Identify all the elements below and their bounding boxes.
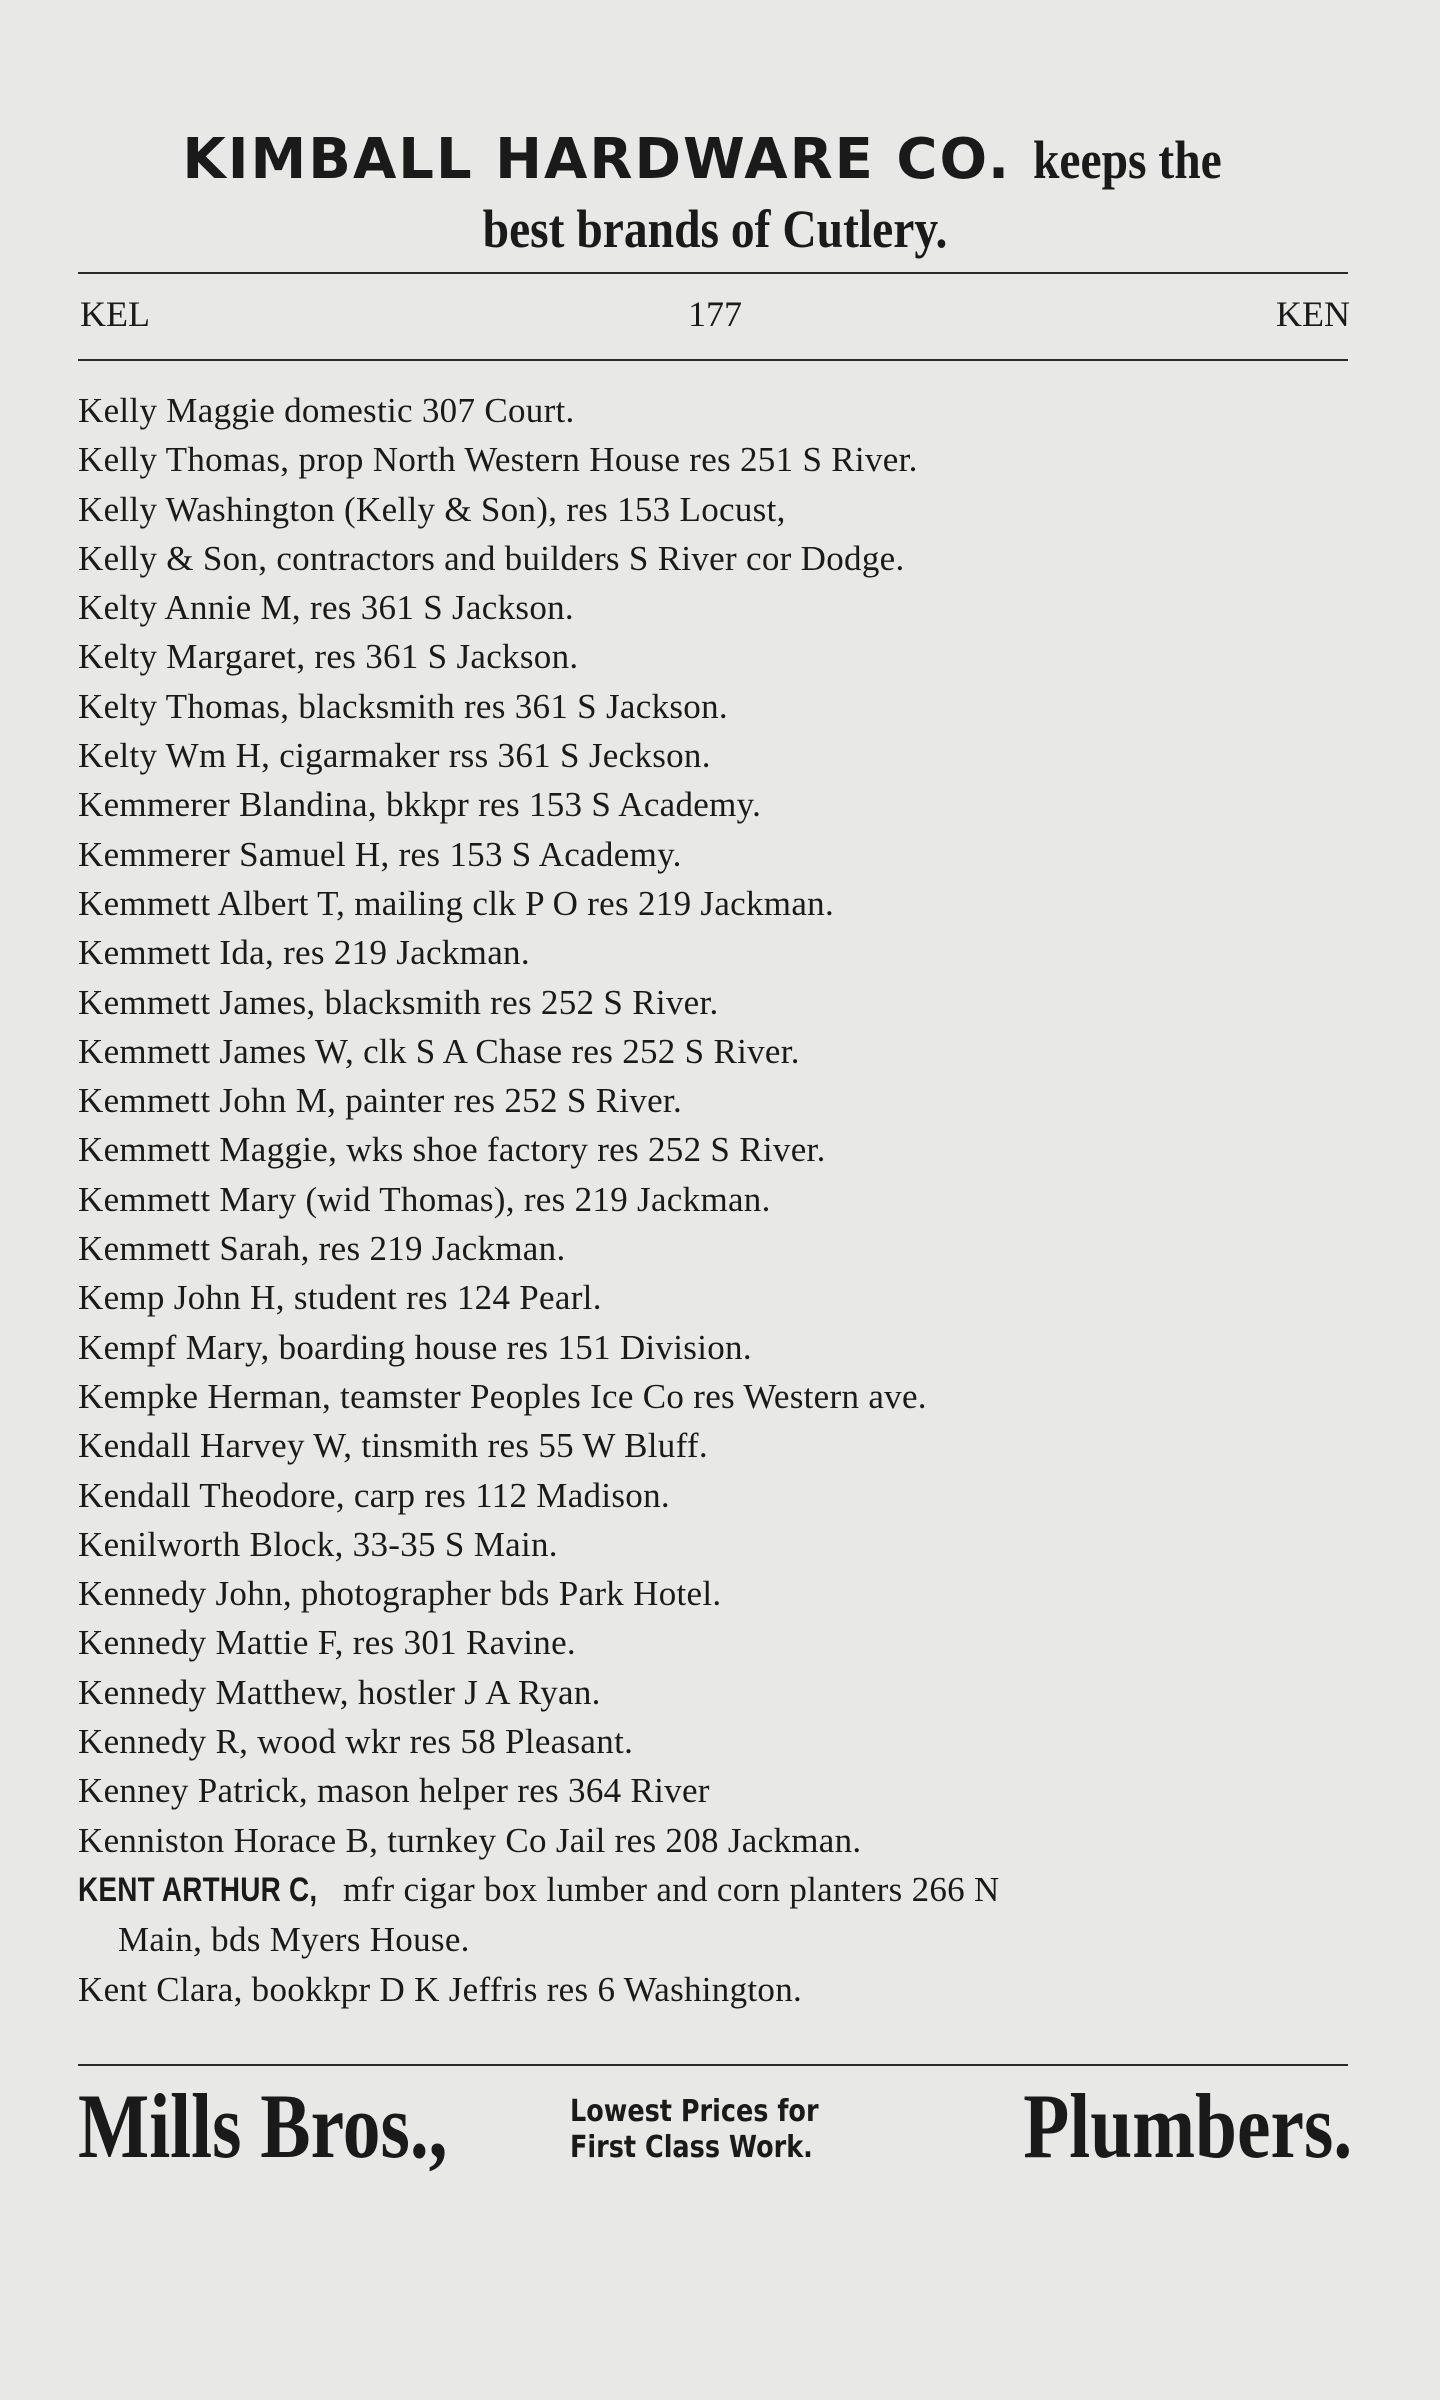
directory-entry: Kemmett Mary (wid Thomas), res 219 Jackman.: [78, 1179, 771, 1219]
directory-entry: Kelty Margaret, res 361 S Jackson.: [78, 637, 579, 677]
directory-entry: Kemmett Maggie, wks shoe factory res 252 S River.: [78, 1130, 826, 1170]
directory-entry: Kemmerer Blandina, bkkpr res 153 S Academy.: [78, 785, 762, 825]
directory-entry: Kelly Thomas, prop North Western House res 251 S River.: [78, 440, 918, 480]
directory-entry: Kelly Washington (Kelly & Son), res 153 Locust,: [78, 489, 786, 529]
top-ad-slogan-part2: best brands of Cutlery.: [482, 199, 948, 260]
kimball-hardware-brand: KIMBALL HARDWARE CO.: [182, 127, 1012, 192]
directory-entry: Kelly & Son, contractors and builders S River cor Dodge.: [78, 538, 905, 578]
bottom-advertisement: [78, 2075, 1352, 2182]
top-ad-slogan-part1: keeps the: [1033, 130, 1222, 190]
header-divider: [78, 359, 1348, 361]
directory-entry: Kelty Wm H, cigarmaker rss 361 S Jeckson.: [78, 736, 711, 776]
directory-entry: Kennedy R, wood wkr res 58 Pleasant.: [78, 1722, 634, 1762]
directory-entry: Kemmett Ida, res 219 Jackman.: [78, 933, 530, 973]
directory-entry: Kempf Mary, boarding house res 151 Division.: [78, 1327, 752, 1367]
directory-entry: Kenney Patrick, mason helper res 364 River: [78, 1771, 710, 1811]
directory-entry: Kennedy John, photographer bds Park Hotel.: [78, 1574, 722, 1614]
directory-entry: Kent Clara, bookkpr D K Jeffris res 6 Washington.: [78, 1969, 803, 2009]
directory-entry: Kemp John H, student res 124 Pearl.: [78, 1278, 602, 1318]
directory-entry: Kemmett John M, painter res 252 S River.: [78, 1081, 683, 1121]
directory-listing: [78, 386, 1358, 2014]
directory-entry: Kemmerer Samuel H, res 153 S Academy.: [78, 834, 682, 874]
page-number: 177: [688, 294, 742, 334]
header-left-guide: KEL: [80, 294, 150, 334]
footer-divider: [78, 2064, 1348, 2066]
directory-entry: Kemmett James, blacksmith res 252 S River.: [78, 982, 719, 1022]
featured-entry-detail: mfr cigar box lumber and corn planters 266 N: [342, 1869, 1000, 1909]
directory-entry: Kelly Maggie domestic 307 Court.: [78, 391, 575, 430]
header-right-guide: KEN: [1276, 294, 1350, 334]
tagline-line-1: Lowest Prices for: [570, 2094, 819, 2129]
directory-entry: Kelty Thomas, blacksmith res 361 S Jackson.: [78, 686, 728, 726]
directory-entry: Kennedy Matthew, hostler J A Ryan.: [78, 1672, 601, 1712]
directory-entry: Kelty Annie M, res 361 S Jackson.: [78, 588, 574, 628]
top-advertisement: [80, 128, 1350, 260]
directory-entry: Kenniston Horace B, turnkey Co Jail res 208 Jackman.: [78, 1820, 862, 1860]
directory-entry: Kemmett Albert T, mailing clk P O res 219 Jackman.: [78, 883, 835, 923]
featured-directory-entry: [78, 1865, 1358, 1965]
tagline-line-2: First Class Work.: [570, 2130, 813, 2165]
directory-entry: Kendall Theodore, carp res 112 Madison.: [78, 1475, 670, 1515]
bottom-ad-tagline: [570, 2094, 819, 2166]
running-header: [80, 286, 1350, 342]
directory-entry: Kennedy Mattie F, res 301 Ravine.: [78, 1623, 576, 1663]
mills-bros-name: Mills Bros.,: [78, 2075, 448, 2177]
featured-entry-continuation: Main, bds Myers House.: [118, 1920, 470, 1960]
directory-entry: Kendall Harvey W, tinsmith res 55 W Bluff.: [78, 1426, 708, 1466]
directory-entry: Kemmett Sarah, res 219 Jackman.: [78, 1229, 566, 1269]
top-divider: [78, 272, 1348, 274]
plumbers-trade: Plumbers.: [1023, 2075, 1352, 2177]
directory-entry: Kemmett James W, clk S A Chase res 252 S River.: [78, 1031, 800, 1071]
directory-entry: Kempke Herman, teamster Peoples Ice Co res Western ave.: [78, 1376, 927, 1416]
top-ad-line-1: [80, 128, 1350, 192]
featured-entry-name: KENT ARTHUR C,: [78, 1870, 318, 1909]
directory-entry: Kenilworth Block, 33-35 S Main.: [78, 1524, 558, 1564]
